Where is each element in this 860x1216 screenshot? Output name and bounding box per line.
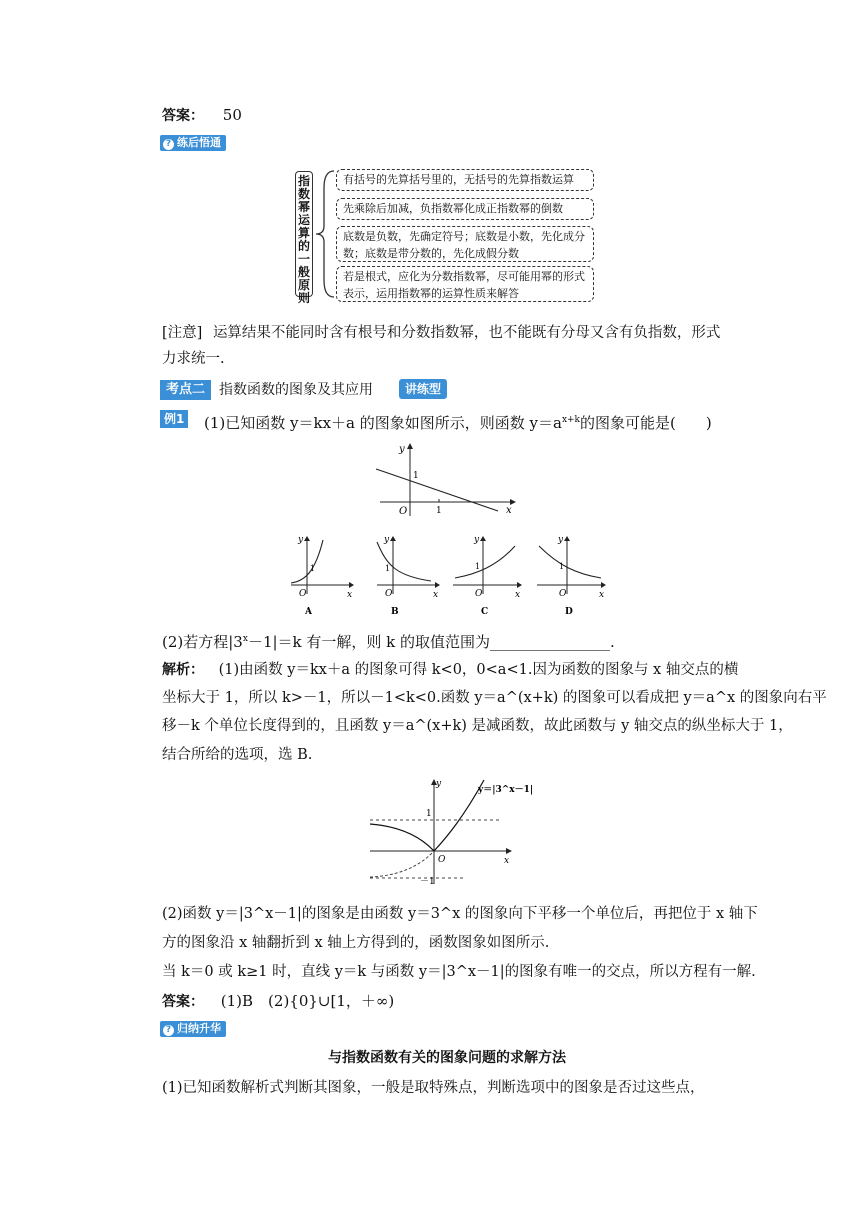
option-b-y: y (384, 535, 390, 545)
option-graphs (285, 532, 611, 618)
abs-graph-one: 1 (426, 809, 432, 819)
solution-p2-l1: (2)函数 y＝|3^x－1|的图象是由函数 y＝3^x 的图象向下平移一个单位后，再把位于 x 轴下 (162, 906, 758, 922)
option-a-one: 1 (310, 564, 316, 573)
option-a-y: y (298, 535, 304, 545)
method-line-1: (1)已知函数解析式判断其图象，一般是取特殊点，判断选项中的图象是否过这些点， (162, 1080, 705, 1096)
answer-label: 答案： (162, 108, 204, 124)
option-d-graph (537, 535, 606, 617)
solution-label: 解析： (162, 662, 204, 678)
option-b-o: O (385, 589, 393, 599)
option-d-y: y (558, 535, 564, 545)
abs-graph-x: x (504, 856, 510, 866)
example-q2-text: (2)若方程|3 (162, 633, 243, 651)
solution-line-1 (162, 659, 739, 681)
line-graph-x-one: 1 (436, 506, 442, 516)
line-graph (370, 440, 520, 518)
method-title: 与指数函数有关的图象问题的求解方法 (328, 1050, 566, 1066)
line-graph-y-label: y (399, 444, 405, 455)
option-c-one: 1 (475, 562, 481, 571)
section-tag: 考点二 (160, 380, 211, 400)
abs-graph (366, 776, 534, 888)
option-a-x: x (347, 590, 353, 600)
summary-item-4: 若是根式，应化为分数指数幂，尽可能用幂的形式表示，运用指数幂的运算性质来解答 (336, 266, 594, 302)
summary-badge (160, 1021, 226, 1037)
summary-badge-label: 归纳升华 (177, 1022, 221, 1035)
option-c-o: O (475, 589, 483, 599)
example-q1-text: (1)已知函数 y＝kx＋a 的图象如图所示，则函数 y＝a (204, 414, 562, 432)
line-graph-y-one: 1 (413, 471, 419, 481)
section-title: 指数函数的图象及其应用 (219, 382, 373, 398)
top-answer (162, 104, 732, 127)
solution-p1-l3: 移－k 个单位长度得到的，且函数 y＝a^(x+k) 是减函数，故此函数与 y 轴交点的纵坐标大于 1， (162, 718, 793, 734)
practice-badge-label: 练后悟通 (177, 136, 221, 149)
option-a-o: O (299, 589, 307, 599)
option-a-graph (291, 535, 354, 617)
option-c-letter: C (481, 607, 489, 617)
summary-vertical-title: 指数幂运算的一般原则 (295, 171, 313, 297)
abs-graph-neg-one: －1 (420, 877, 435, 887)
note-label: [注意] (162, 325, 203, 341)
solution-p3: 当 k＝0 或 k≥1 时，直线 y＝k 与函数 y＝|3^x－1|的图象有唯一的交点，所以方程有一解. (162, 964, 756, 980)
summary-item-1: 有括号的先算括号里的，无括号的先算指数运算 (336, 169, 594, 191)
option-d-x: x (599, 590, 605, 600)
example-q1 (204, 409, 774, 434)
example-q1-tail: 的图象可能是( ) (580, 414, 712, 432)
answer-value: 50 (222, 106, 242, 124)
final-answer-value: (1)B (2){0}∪[1，＋∞) (220, 992, 395, 1010)
option-d-letter: D (565, 607, 573, 617)
summary-item-3: 底数是负数，先确定符号；底数是小数，先化成分数；底数是带分数的，先化成假分数 (336, 226, 594, 262)
option-b-graph (377, 535, 440, 617)
option-d-o: O (559, 589, 567, 599)
practice-badge (160, 135, 226, 151)
abs-graph-o: O (438, 855, 446, 865)
section-type-tag: 讲练型 (399, 379, 447, 399)
solution-p1-l2: 坐标大于 1，所以 k>－1，所以－1<k<0.函数 y＝a^(x+k) 的图象可以看成把 y＝a^x 的图象向右平 (162, 690, 827, 706)
answer-row (162, 990, 732, 1013)
option-b-letter: B (391, 607, 399, 617)
final-answer-label: 答案： (162, 994, 204, 1010)
option-b-x: x (433, 590, 439, 600)
option-c-x: x (515, 590, 521, 600)
option-a-letter: A (305, 607, 312, 617)
line-graph-x-label: x (506, 505, 512, 516)
note-text: 运算结果不能同时含有根号和分数指数幂，也不能既有分母又含有负指数，形式力求统一. (162, 325, 721, 367)
question-icon: ? (163, 139, 174, 150)
option-d-one: 1 (559, 562, 565, 571)
example-q2-tail: －1|＝k 有一解，则 k 的取值范围为________________. (247, 633, 615, 651)
example-q2 (162, 628, 732, 653)
solution-p2-l2: 方的图象沿 x 轴翻折到 x 轴上方得到的，函数图象如图所示. (162, 935, 550, 951)
question-icon: ? (163, 1025, 174, 1036)
example-tag: 例1 (160, 410, 188, 428)
option-c-y: y (474, 535, 480, 545)
solution-p1-l1: (1)由函数 y＝kx＋a 的图象可得 k<0，0<a<1.因为函数的图象与 x 轴交点的横 (218, 662, 739, 678)
option-c-graph (453, 535, 522, 617)
abs-graph-label: y＝|3^x－1| (478, 785, 534, 795)
note-paragraph (162, 320, 732, 372)
line-graph-origin: O (399, 506, 408, 517)
summary-item-2: 先乘除后加减，负指数幂化成正指数幂的倒数 (336, 198, 594, 220)
example-q1-sup: x+k (561, 415, 581, 425)
summary-brace (312, 168, 338, 300)
abs-graph-y: y (436, 779, 442, 789)
option-b-one: 1 (385, 564, 391, 573)
solution-p1-l4: 结合所给的选项，选 B. (162, 747, 313, 763)
example-q2-sup: x (242, 634, 248, 644)
